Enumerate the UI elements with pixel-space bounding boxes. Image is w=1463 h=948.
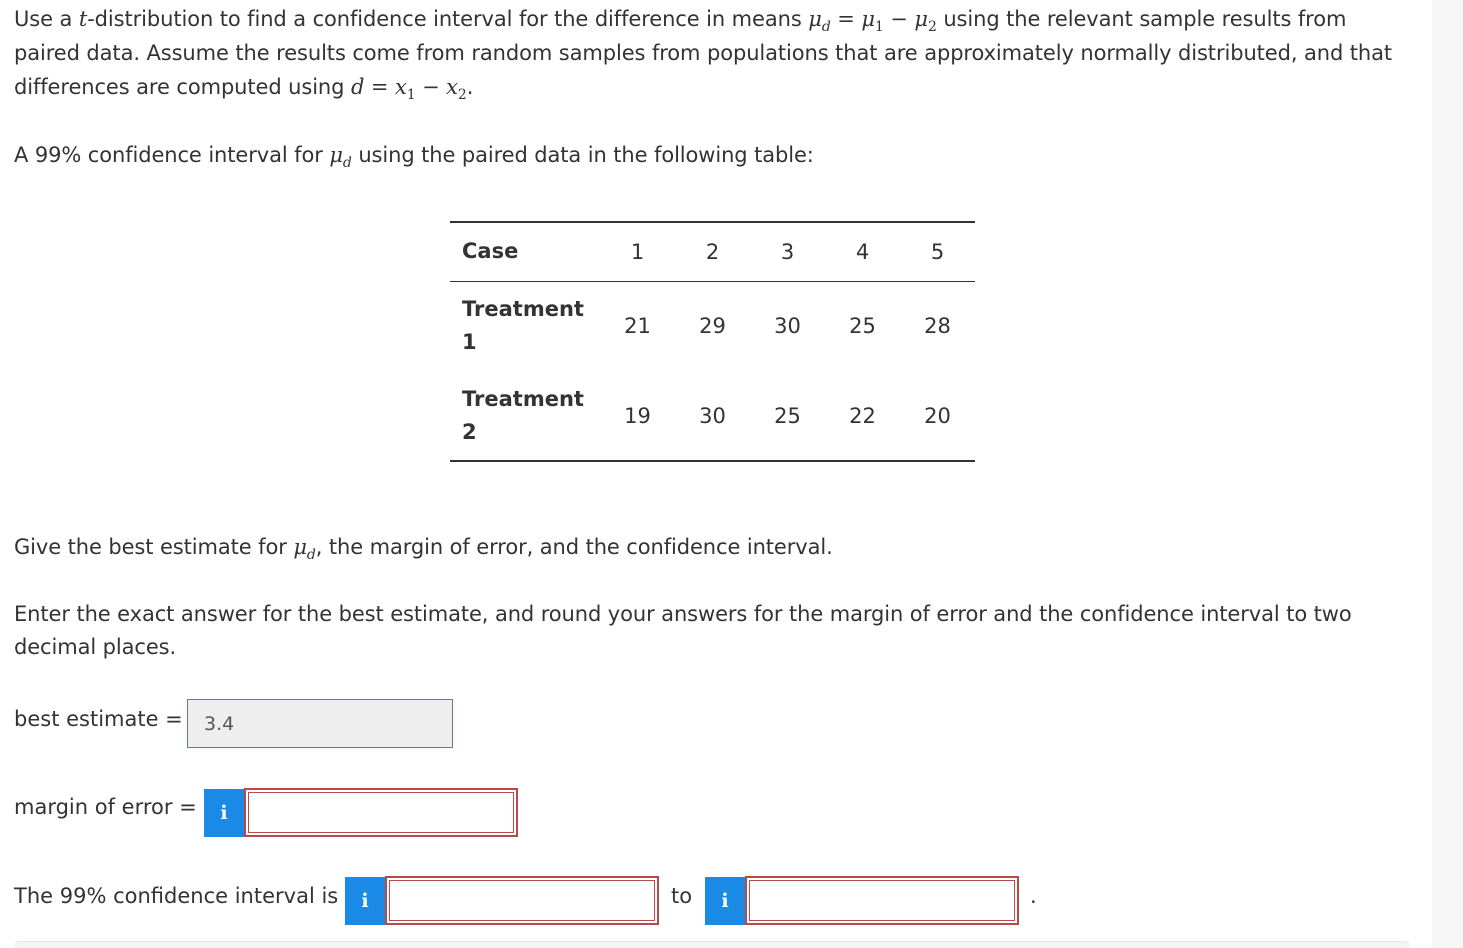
margin-info-icon[interactable]: i — [204, 789, 244, 837]
table-cell: 20 — [924, 403, 951, 428]
ci-lower-field[interactable] — [391, 882, 653, 919]
best-estimate-label: best estimate = — [14, 707, 183, 731]
table-row-treatment-1 — [450, 281, 975, 371]
ci-upper-input[interactable] — [745, 876, 1019, 925]
table-cell: 19 — [624, 403, 651, 428]
ci-lower-info-icon[interactable]: i — [345, 877, 385, 925]
table-cell: 30 — [774, 314, 801, 339]
ci-upper-info-icon[interactable]: i — [705, 877, 745, 925]
table-cell: 30 — [699, 403, 726, 428]
to-label: to — [671, 884, 693, 908]
table-cell: 28 — [924, 314, 951, 339]
margin-of-error-input[interactable] — [244, 788, 518, 837]
ci-lower-input[interactable] — [385, 876, 659, 925]
rounding-instruction: Enter the exact answer for the best estimate, and round your answers for the margin of error and the confidence interval to two decimal places. — [14, 602, 1352, 659]
confidence-interval-label: The 99% confidence interval is — [14, 884, 339, 908]
header-case-2: 2 — [705, 239, 720, 264]
header-case-5: 5 — [930, 239, 945, 264]
best-estimate-answer: 3.4 — [187, 699, 453, 748]
table-row-treatment-2 — [450, 371, 975, 461]
table-cell: 25 — [774, 403, 801, 428]
margin-of-error-field[interactable] — [250, 794, 512, 831]
header-case-3: 3 — [780, 239, 795, 264]
ci-period: . — [1030, 884, 1037, 908]
next-panel-edge — [14, 941, 1410, 948]
paired-data-table — [450, 221, 975, 462]
header-case-4: 4 — [855, 239, 870, 264]
row-label-treatment-2: Treatment 2 — [462, 386, 584, 444]
table-cell: 25 — [849, 314, 876, 339]
table-cell: 22 — [849, 403, 876, 428]
table-intro-text: A 99% confidence interval for $\mu_d$ using the paired data in the following table: — [14, 143, 814, 171]
header-case-1: 1 — [630, 239, 645, 264]
table-cell: 21 — [624, 314, 651, 339]
table-cell: 29 — [699, 314, 726, 339]
header-case: Case — [462, 239, 519, 264]
table-header-row — [450, 222, 975, 281]
ci-upper-field[interactable] — [751, 882, 1013, 919]
margin-of-error-label: margin of error = — [14, 795, 197, 819]
right-margin-strip — [1432, 0, 1463, 948]
give-estimate-instruction: Give the best estimate for $\mu_d$, the margin of error, and the confidence interval. — [14, 535, 833, 563]
question-intro: Use a t-distribution to find a confidence interval for the difference in means $\mu_d = \mu_1 - \mu_2$ using the relevant sample results from paired data. Assume the results come from random samples from populations that are approximately normally distributed, and that differences are computed using $d = x_1 - x_2$. — [14, 7, 1393, 103]
row-label-treatment-1: Treatment 1 — [462, 297, 584, 355]
